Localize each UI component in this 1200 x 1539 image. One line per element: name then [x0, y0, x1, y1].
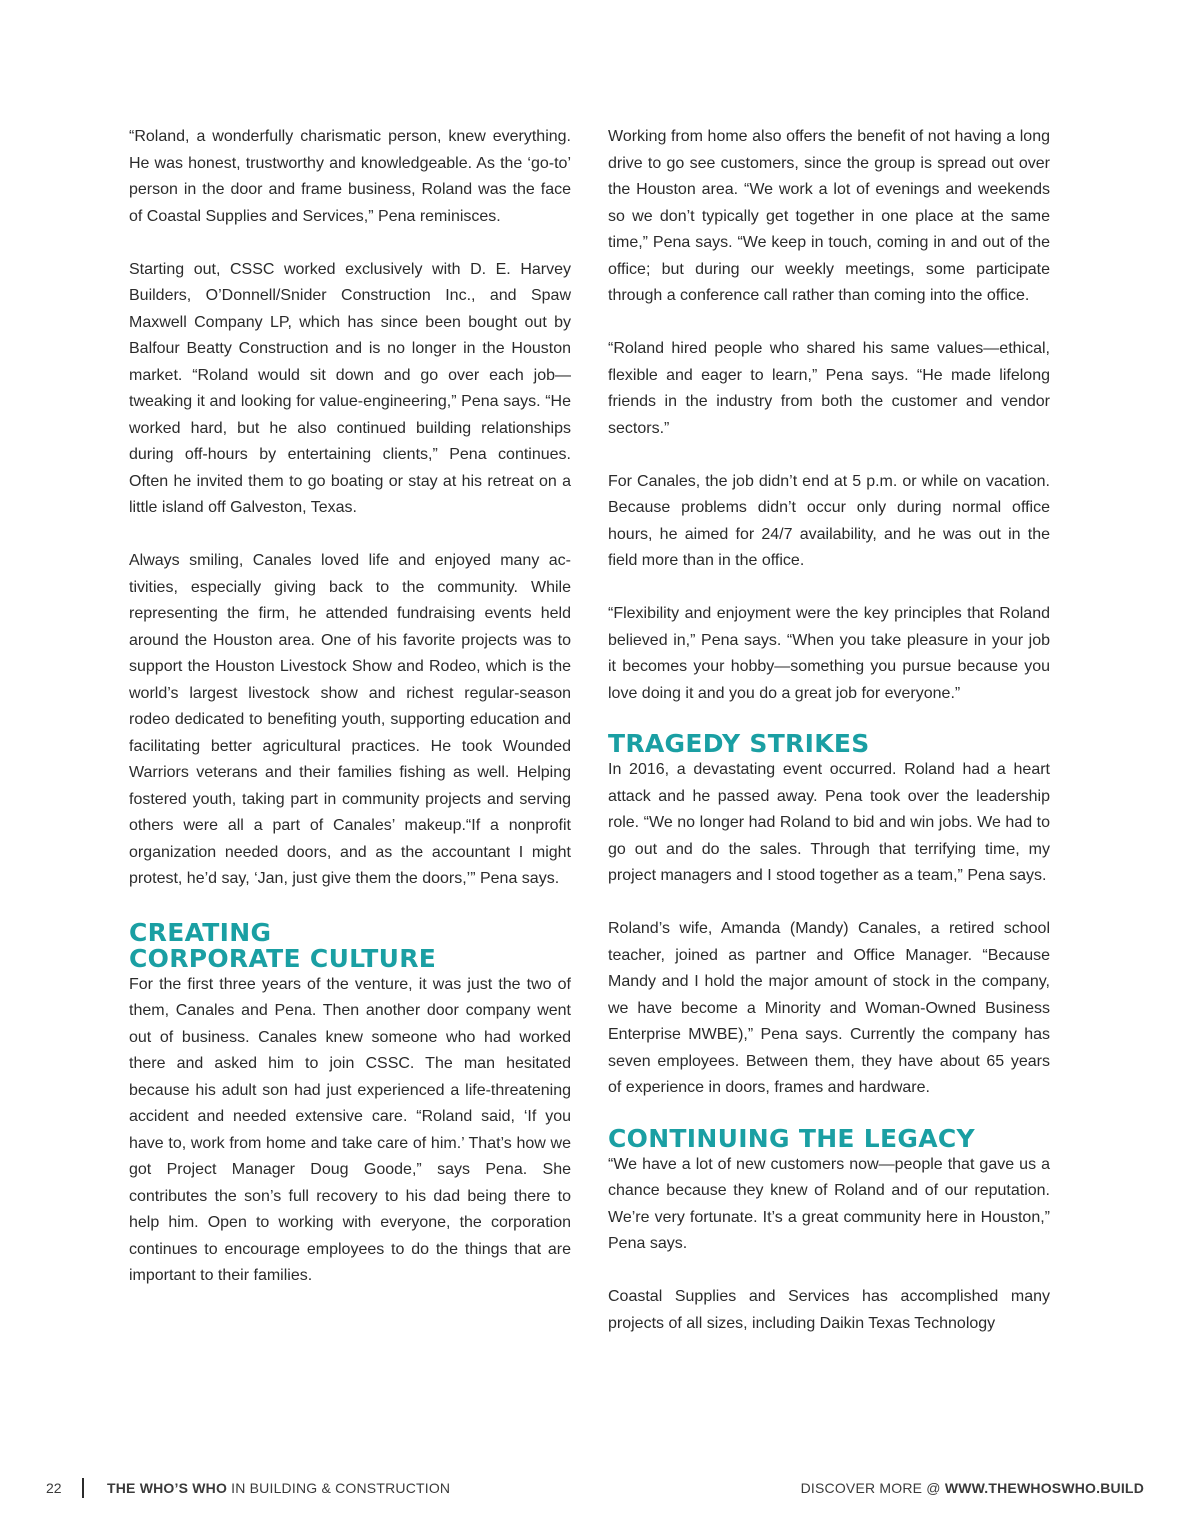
discover-more — [801, 1476, 1144, 1500]
section-heading-creating-corporate-culture — [129, 917, 571, 973]
left-column — [129, 124, 571, 1290]
body-paragraph: Roland’s wife, Amanda (Mandy) Canales, a retired school teacher, joined as partner and Office Manager. “Because Mandy and I hold the major amount of stock in the company, we have become a Minority and Woman-Owned Business Enterprise MWBE),” Pena says. Currently the company has seven employees. Between them, they have about 65 years of experience in doors, frames and hardware. — [608, 920, 1050, 1096]
body-paragraph: Working from home also offers the benefit of not having a long drive to go see customers, since the group is spread out over the Houston area. “We work a lot of evenings and weekends so we don’t typically get together in one place at the same time,” Pena says. “We keep in touch, coming in and out of the office; but during our weekly meetings, some participate through a conference call rather than coming into the office. — [608, 128, 1050, 304]
body-paragraph: Always smiling, Canales loved life and enjoyed many activities, especially giving back to the community. While representing the firm, he attended fundraising events held around the Houston area. One of his favorite projects was to support the Houston Livestock Show and Rodeo, which is the world’s largest livestock show and richest regular-season rodeo dedicated to benefiting youth, supporting education and facilitating better agricultural practices. He took Wounded Warriors veterans and their families fishing as well. Helping fostered youth, taking part in community projects and serving others were all a part of Canales’ makeup.“If a nonprofit organization needed doors, and as the accountant I might protest, he’d say, ‘Jan, just give them the doors,’” Pena says. — [129, 552, 571, 887]
website-link[interactable]: WWW.THEWHOSWHO.BUILD — [944, 1480, 1144, 1496]
body-paragraph: “Roland hired people who shared his same values—ethical, flexible and eager to learn,” Pena says. “He made lifelong friends in the industry from both the customer and vendor sectors.” — [608, 340, 1050, 437]
section-heading-tragedy-strikes: TRAGEDY STRIKES — [608, 729, 870, 758]
body-paragraph: “Flexibility and enjoyment were the key principles that Roland believed in,” Pena says. “When you take pleasure in your job it becomes your hobby—something you pursue because you love doing it and you do a great job for everyone.” — [608, 605, 1050, 702]
body-paragraph: Coastal Supplies and Services has accomplished many projects of all sizes, including Daikin Texas Technology — [608, 1288, 1050, 1332]
heading-line: CORPORATE CULTURE — [129, 943, 437, 973]
heading-line: CREATING — [129, 917, 272, 947]
body-paragraph: “Roland, a wonderfully charismatic person, knew everything. He was honest, trustworthy and knowledgeable. As the ‘go-to’ person in the door and frame business, Roland was the face of Coastal Supplies and Services,” Pena reminisces. — [129, 128, 571, 225]
magazine-title — [107, 1476, 450, 1500]
body-paragraph: “We have a lot of new customers now—people that gave us a chance because they knew of Roland and of our reputation. We’re very fortunate. It’s a great community here in Houston,” Pena says. — [608, 1155, 1050, 1252]
page-number: 22 — [46, 1480, 62, 1496]
body-paragraph: Starting out, CSSC worked exclusively with D. E. Harvey Builders, O’Donnell/Snider Construction Inc., and Spaw Maxwell Company LP, which has since been bought out by Balfour Beatty Construction and is no longer in the Houston market. “Roland would sit down and go over each job—tweaking it and looking for value-engineering,” Pena says. “He worked hard, but he also continued building relationships during off-hours by entertaining clients,” Pena continues. Often he invited them to go boating or stay at his retreat on a little island off Galveston, Texas. — [129, 260, 571, 516]
body-paragraph: In 2016, a devastating event occurred. Roland had a heart attack and he passed away. Pena took over the leadership role. “We no longer had Roland to bid and win jobs. We had to go out and do the sales. Through that terrifying time, my project managers and I stood together as a team,” Pena says. — [608, 761, 1050, 884]
body-paragraph: For Canales, the job didn’t end at 5 p.m. or while on vacation. Because problems didn’t occur only during normal office hours, he aimed for 24/7 availability, and he was out in the field more than in the office. — [608, 472, 1050, 569]
magazine-title-bold: THE WHO’S WHO — [107, 1480, 228, 1496]
magazine-title-rest: IN BUILDING & CONSTRUCTION — [227, 1480, 451, 1496]
section-heading-continuing-the-legacy: CONTINUING THE LEGACY — [608, 1123, 975, 1153]
page-footer — [0, 1476, 1200, 1500]
footer-divider — [82, 1478, 84, 1498]
right-column — [608, 124, 1050, 1337]
discover-prefix: DISCOVER MORE @ — [800, 1480, 945, 1496]
body-paragraph: For the first three years of the venture, it was just the two of them, Canales and Pena. Then another door company went out of business. Canales knew someone who had worked there and asked him to join CSSC. The man hesitated because his adult son had just experienced a life-threatening accident and needed extensive care. “Roland said, ‘If you have to, work from home and take care of him.’ That’s how we got Project Manager Doug Goode,” says Pena. She contributes the son’s full recovery to his dad being there to help him. Open to working with everyone, the corporation continues to encourage employees to do the things that are important to their families. — [129, 975, 571, 1284]
